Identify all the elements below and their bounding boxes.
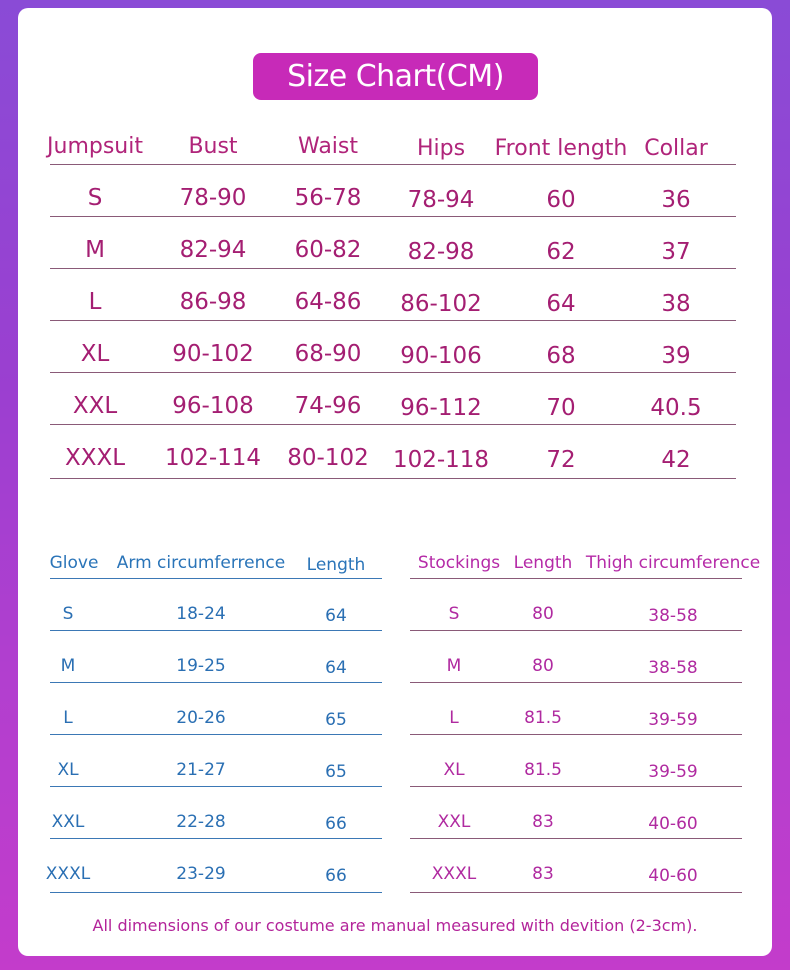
stockings-cell: 38-58 [648,606,698,626]
jumpsuit-cell: M [85,237,105,263]
jumpsuit-header-3: Hips [416,136,466,161]
jumpsuit-cell: 62 [546,239,576,265]
stockings-cell: 40-60 [648,814,698,834]
stockings-divider [410,786,742,787]
glove-cell: 18-24 [176,604,226,624]
stockings-cell: 83 [532,812,554,832]
jumpsuit-cell: 64 [546,291,576,317]
page-title: Size Chart(CM) [253,53,538,100]
jumpsuit-cell: 80-102 [287,445,369,471]
glove-cell: 19-25 [176,656,226,676]
stockings-divider [410,578,742,579]
jumpsuit-cell: 96-112 [400,395,482,421]
jumpsuit-divider [50,372,736,373]
jumpsuit-cell: 86-98 [179,289,247,315]
jumpsuit-cell: 96-108 [172,393,254,419]
jumpsuit-divider [50,216,736,217]
jumpsuit-cell: 82-94 [179,237,247,263]
stockings-cell: L [449,708,459,728]
stockings-cell: XXL [437,812,471,832]
stockings-cell: 80 [532,656,554,676]
glove-cell: XXXL [45,864,91,884]
jumpsuit-header-2: Waist [297,134,359,159]
jumpsuit-header-5: Collar [644,136,708,161]
jumpsuit-header-4: Front length [494,136,628,161]
glove-cell: L [63,708,73,728]
glove-cell: 65 [325,762,347,782]
glove-divider [50,838,382,839]
jumpsuit-cell: 74-96 [294,393,362,419]
jumpsuit-cell: XXL [72,393,118,419]
glove-cell: 23-29 [176,864,226,884]
glove-divider [50,682,382,683]
stockings-cell: 38-58 [648,658,698,678]
glove-cell: S [62,604,74,624]
stockings-cell: 81.5 [524,760,562,780]
stockings-cell: M [446,656,462,676]
jumpsuit-cell: S [87,185,103,211]
stockings-divider [410,892,742,893]
jumpsuit-cell: 78-90 [179,185,247,211]
glove-cell: 66 [325,814,347,834]
glove-divider [50,892,382,893]
glove-cell: 21-27 [176,760,226,780]
glove-header-0: Glove [49,553,99,573]
jumpsuit-cell: 40.5 [650,395,702,421]
jumpsuit-cell: 56-78 [294,185,362,211]
jumpsuit-cell: 102-118 [392,447,490,473]
stockings-cell: XL [443,760,465,780]
jumpsuit-cell: 37 [661,239,691,265]
glove-divider [50,734,382,735]
jumpsuit-cell: XL [80,341,110,367]
stockings-cell: 39-59 [648,710,698,730]
jumpsuit-cell: 82-98 [407,239,475,265]
jumpsuit-cell: 36 [661,187,691,213]
glove-cell: 20-26 [176,708,226,728]
jumpsuit-cell: 42 [661,447,691,473]
stockings-cell: S [448,604,460,624]
glove-divider [50,786,382,787]
glove-cell: 22-28 [176,812,226,832]
glove-divider [50,578,382,579]
stockings-header-0: Stockings [417,553,501,573]
jumpsuit-cell: 72 [546,447,576,473]
jumpsuit-cell: 60-82 [294,237,362,263]
stockings-header-2: Thigh circumference [585,553,761,573]
jumpsuit-cell: 70 [546,395,576,421]
jumpsuit-cell: 60 [546,187,576,213]
jumpsuit-divider [50,268,736,269]
glove-cell: 64 [325,658,347,678]
glove-divider [50,630,382,631]
jumpsuit-cell: 90-102 [172,341,254,367]
jumpsuit-cell: 68 [546,343,576,369]
glove-header-1: Arm circumferrence [116,553,286,573]
glove-cell: XXL [51,812,85,832]
glove-cell: M [60,656,76,676]
glove-cell: 65 [325,710,347,730]
glove-cell: 64 [325,606,347,626]
jumpsuit-header-0: Jumpsuit [47,134,143,159]
stockings-divider [410,630,742,631]
jumpsuit-cell: 102-114 [164,445,262,471]
stockings-divider [410,838,742,839]
glove-cell: 66 [325,866,347,886]
stockings-cell: 80 [532,604,554,624]
jumpsuit-cell: 90-106 [400,343,482,369]
footnote: All dimensions of our costume are manual measured with devition (2-3cm). [92,916,698,935]
stockings-cell: 40-60 [648,866,698,886]
glove-cell: XL [57,760,79,780]
stockings-cell: 81.5 [524,708,562,728]
stockings-cell: 39-59 [648,762,698,782]
jumpsuit-cell: 38 [661,291,691,317]
jumpsuit-cell: L [88,289,102,315]
jumpsuit-cell: 68-90 [294,341,362,367]
jumpsuit-cell: 39 [661,343,691,369]
jumpsuit-cell: XXXL [64,445,126,471]
jumpsuit-cell: 86-102 [400,291,482,317]
jumpsuit-divider [50,424,736,425]
stockings-divider [410,682,742,683]
stockings-cell: 83 [532,864,554,884]
stockings-cell: XXXL [431,864,477,884]
jumpsuit-divider [50,164,736,165]
stockings-header-1: Length [513,553,573,573]
stockings-divider [410,734,742,735]
jumpsuit-cell: 64-86 [294,289,362,315]
glove-header-2: Length [306,555,366,575]
jumpsuit-divider [50,478,736,479]
jumpsuit-divider [50,320,736,321]
jumpsuit-header-1: Bust [188,134,238,159]
jumpsuit-cell: 78-94 [407,187,475,213]
